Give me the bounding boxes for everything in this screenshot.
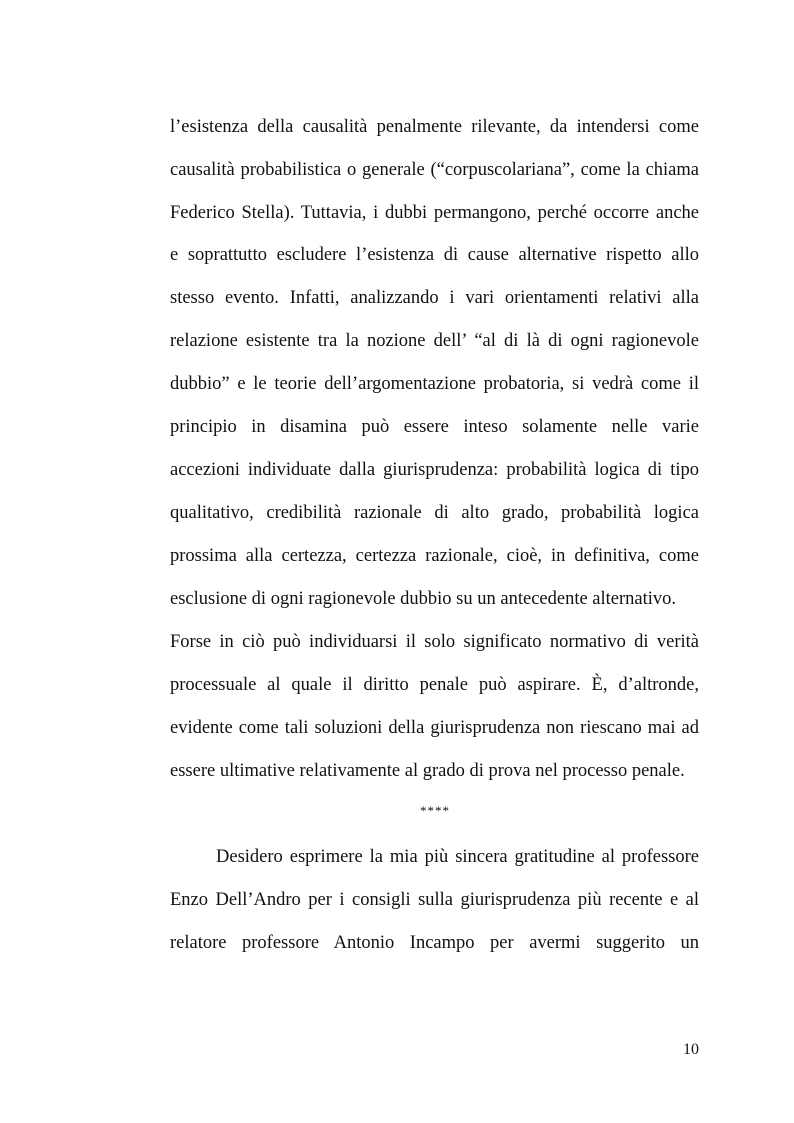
body-line-13: Forse in ciò può individuarsi il solo significato normativo di verità <box>170 632 699 652</box>
body-line-5: stesso evento. Infatti, analizzando i vari orientamenti relativi alla <box>170 288 699 308</box>
section-separator: **** <box>420 803 450 818</box>
body-line-6: relazione esistente tra la nozione dell’ “al di là di ogni ragionevole <box>170 331 699 351</box>
body-line-10: qualitativo, credibilità razionale di alto grado, probabilità logica <box>170 503 699 523</box>
closing-line-1: Desidero esprimere la mia più sincera gratitudine al professore <box>216 847 699 867</box>
body-line-12: esclusione di ogni ragionevole dubbio su un antecedente alternativo. <box>170 589 677 609</box>
body-line-8: principio in disamina può essere inteso solamente nelle varie <box>170 417 699 437</box>
closing-line-3: relatore professore Antonio Incampo per avermi suggerito un <box>170 933 699 953</box>
closing-line-2: Enzo Dell’Andro per i consigli sulla giurisprudenza più recente e al <box>170 890 699 910</box>
body-line-15: evidente come tali soluzioni della giurisprudenza non riescano mai ad <box>170 718 699 738</box>
body-line-16: essere ultimative relativamente al grado di prova nel processo penale. <box>170 761 685 781</box>
body-line-1: l’esistenza della causalità penalmente rilevante, da intendersi come <box>170 117 699 137</box>
body-line-7: dubbio” e le teorie dell’argomentazione probatoria, si vedrà come il <box>170 374 699 394</box>
page-number: 10 <box>683 1041 699 1058</box>
body-line-4: e soprattutto escludere l’esistenza di cause alternative rispetto allo <box>170 245 699 265</box>
body-line-9: accezioni individuate dalla giurisprudenza: probabilità logica di tipo <box>170 460 699 480</box>
body-line-14: processuale al quale il diritto penale può aspirare. È, d’altronde, <box>170 675 699 695</box>
body-line-3: Federico Stella). Tuttavia, i dubbi permangono, perché occorre anche <box>170 203 699 223</box>
body-line-2: causalità probabilistica o generale (“corpuscolariana”, come la chiama <box>170 160 699 180</box>
body-line-11: prossima alla certezza, certezza razionale, cioè, in definitiva, come <box>170 546 699 566</box>
